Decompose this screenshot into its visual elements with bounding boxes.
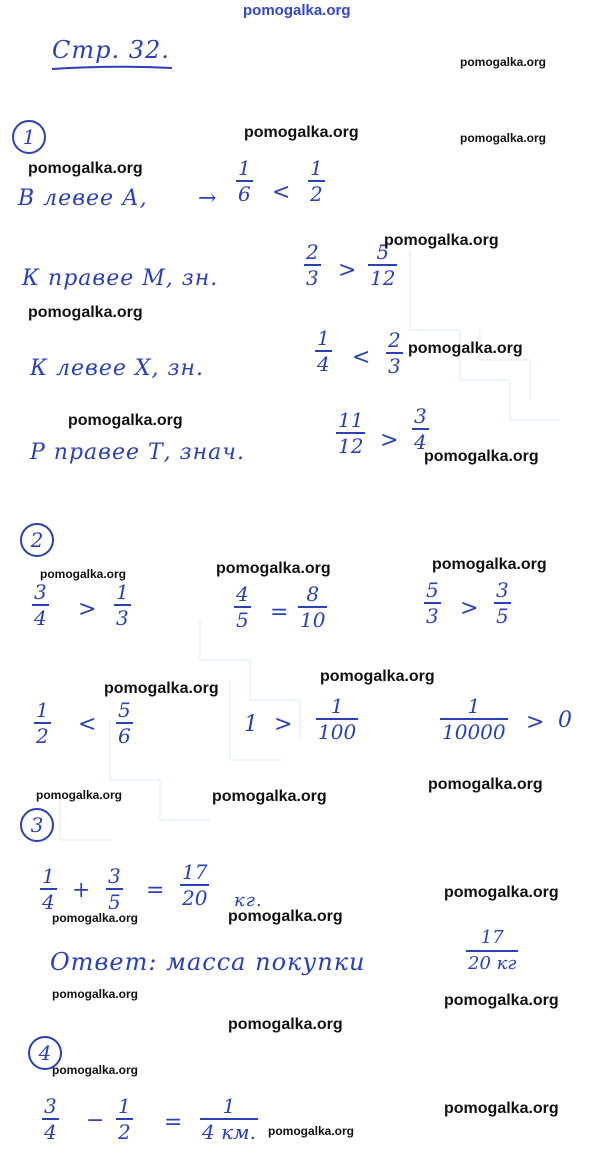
numerator: 11 [338, 408, 364, 432]
task4-frac-c [200, 1096, 258, 1142]
watermark: pomogalka.org [444, 992, 559, 1009]
denominator: 3 [388, 354, 401, 378]
task1-row1-text: В левее А, [18, 186, 148, 211]
denominator: 2 [36, 724, 49, 748]
task3-unit: кг. [234, 890, 263, 911]
denominator: 3 [426, 604, 439, 628]
numerator: 1 [317, 326, 330, 350]
task1-row4-frac-b [412, 406, 429, 452]
watermark: pomogalka.org [460, 55, 547, 69]
watermark: pomogalka.org [408, 340, 523, 357]
denominator: 4 км. [202, 1120, 256, 1144]
task3-frac-c [180, 862, 209, 908]
watermark: pomogalka.org [40, 567, 127, 581]
task2-r1-e1-sign: > [78, 597, 97, 622]
task2-r2-e1-frac-a [34, 700, 51, 746]
watermark: pomogalka.org [212, 788, 327, 805]
denominator: 4 [44, 1120, 57, 1144]
watermark: pomogalka.org [28, 160, 143, 177]
denominator: 4 [414, 430, 427, 454]
task1-row3-sign: < [352, 345, 371, 370]
numerator: 2 [388, 328, 401, 352]
numerator: 1 [330, 694, 344, 718]
watermark: pomogalka.org [444, 1100, 559, 1117]
watermark: pomogalka.org [428, 776, 543, 793]
watermark: pomogalka.org [36, 788, 123, 802]
numerator: 3 [496, 578, 509, 602]
numerator: 3 [44, 1094, 57, 1118]
task1-row4-frac-a [336, 410, 365, 456]
numerator: 1 [116, 580, 129, 604]
numerator: 5 [426, 578, 439, 602]
watermark: pomogalka.org [68, 412, 183, 429]
task1-row3-frac-a [315, 328, 332, 374]
denominator: 6 [238, 182, 251, 206]
task1-row1-frac-b [308, 158, 325, 204]
watermark: pomogalka.org [268, 1124, 355, 1138]
task4-frac-a [42, 1096, 59, 1142]
task2-r1-e3-frac-a [424, 580, 441, 626]
denominator: 20 [182, 886, 208, 910]
task1-row2-sign: > [338, 258, 357, 283]
numerator: 1 [310, 156, 323, 180]
task1-row3-text: К левее Х, зн. [30, 356, 205, 381]
numerator: 1 [238, 156, 251, 180]
denominator: 5 [108, 890, 121, 914]
watermark: pomogalka.org [460, 131, 547, 145]
task1-row4-sign: > [380, 428, 399, 453]
task3-number: 3 [20, 808, 54, 842]
numerator: 1 [36, 698, 49, 722]
watermark: pomogalka.org [28, 304, 143, 321]
watermark: pomogalka.org [104, 680, 219, 697]
watermark: pomogalka.org [320, 668, 435, 685]
task1-row2-text: К правее М, зн. [22, 266, 219, 291]
page-label: Стр. 32. [52, 36, 170, 64]
numerator: 1 [222, 1094, 236, 1118]
task2-r1-e3-frac-b [494, 580, 511, 626]
task1-row1-frac-a [236, 158, 253, 204]
task2-r2-e1-frac-b [116, 700, 133, 746]
watermark-top: pomogalka.org [243, 2, 351, 19]
denominator: 20 кг [468, 953, 517, 974]
denominator: 3 [306, 266, 319, 290]
numerator: 1 [467, 694, 481, 718]
task4-frac-b [116, 1096, 133, 1142]
task1-row1-arrow: → [198, 186, 217, 211]
task2-r1-e2-frac-a [234, 584, 251, 630]
task2-r1-e1-frac-a [32, 582, 49, 628]
task2-r2-e3-frac-a [440, 696, 508, 742]
task3-answer-frac [466, 928, 518, 974]
watermark: pomogalka.org [384, 232, 499, 249]
denominator: 2 [118, 1120, 131, 1144]
task3-frac-b [106, 866, 123, 912]
watermark: pomogalka.org [52, 911, 139, 925]
denominator: 6 [118, 724, 131, 748]
watermark: pomogalka.org [228, 1016, 343, 1033]
task2-r2-e2-sign: > [274, 712, 293, 737]
task2-number: 2 [20, 523, 54, 557]
numerator: 4 [236, 582, 249, 606]
task2-r2-e1-sign: < [78, 712, 97, 737]
numerator: 3 [414, 404, 427, 428]
watermark: pomogalka.org [444, 884, 559, 901]
denominator: 12 [338, 434, 364, 458]
task3-plus: + [72, 878, 91, 903]
task2-r1-e3-sign: > [460, 596, 479, 621]
page-label-underline [50, 64, 175, 72]
task2-r1-e2-sign: = [270, 600, 289, 625]
task4-number: 4 [28, 1036, 62, 1070]
watermark: pomogalka.org [216, 560, 331, 577]
denominator: 5 [496, 604, 509, 628]
watermark: pomogalka.org [52, 987, 139, 1001]
task3-frac-a [40, 866, 57, 912]
numerator: 5 [376, 240, 390, 264]
numerator: 8 [306, 582, 320, 606]
task2-r2-e2-frac-b [316, 696, 358, 742]
fraction-bar [466, 950, 518, 952]
task1-row4-text: Р правее Т, знач. [30, 440, 245, 465]
task3-equals: = [146, 878, 165, 903]
denominator: 4 [42, 890, 55, 914]
task2-r1-e2-frac-b [298, 584, 327, 630]
numerator: 1 [118, 1094, 131, 1118]
task1-row3-frac-b [386, 330, 403, 376]
watermark: pomogalka.org [424, 448, 539, 465]
task4-minus: − [86, 1108, 105, 1133]
denominator: 3 [116, 606, 129, 630]
task1-row1-sign: < [272, 180, 291, 205]
denominator: 5 [236, 608, 249, 632]
watermark: pomogalka.org [432, 556, 547, 573]
denominator: 2 [310, 182, 323, 206]
task1-number: 1 [12, 120, 46, 154]
watermark: pomogalka.org [228, 908, 343, 925]
numerator: 2 [306, 240, 319, 264]
denominator: 100 [318, 720, 357, 744]
task2-r2-e3-right: 0 [558, 708, 572, 733]
task2-r2-e2-left: 1 [244, 712, 258, 737]
watermark: pomogalka.org [52, 1063, 139, 1077]
numerator: 3 [108, 864, 121, 888]
numerator: 17 [182, 860, 208, 884]
task3-answer-text: Ответ: масса покупки [50, 948, 366, 976]
denominator: 4 [317, 352, 330, 376]
numerator: 1 [42, 864, 55, 888]
task4-equals: = [164, 1110, 183, 1135]
task1-row2-frac-a [304, 242, 321, 288]
task2-r1-e1-frac-b [114, 582, 131, 628]
numerator: 3 [34, 580, 47, 604]
denominator: 10 [300, 608, 326, 632]
denominator: 4 [34, 606, 47, 630]
numerator: 5 [118, 698, 131, 722]
denominator: 10000 [442, 720, 506, 744]
denominator: 12 [370, 266, 396, 290]
task2-r2-e3-sign: > [526, 710, 545, 735]
numerator: 17 [480, 927, 504, 948]
watermark: pomogalka.org [244, 124, 359, 141]
